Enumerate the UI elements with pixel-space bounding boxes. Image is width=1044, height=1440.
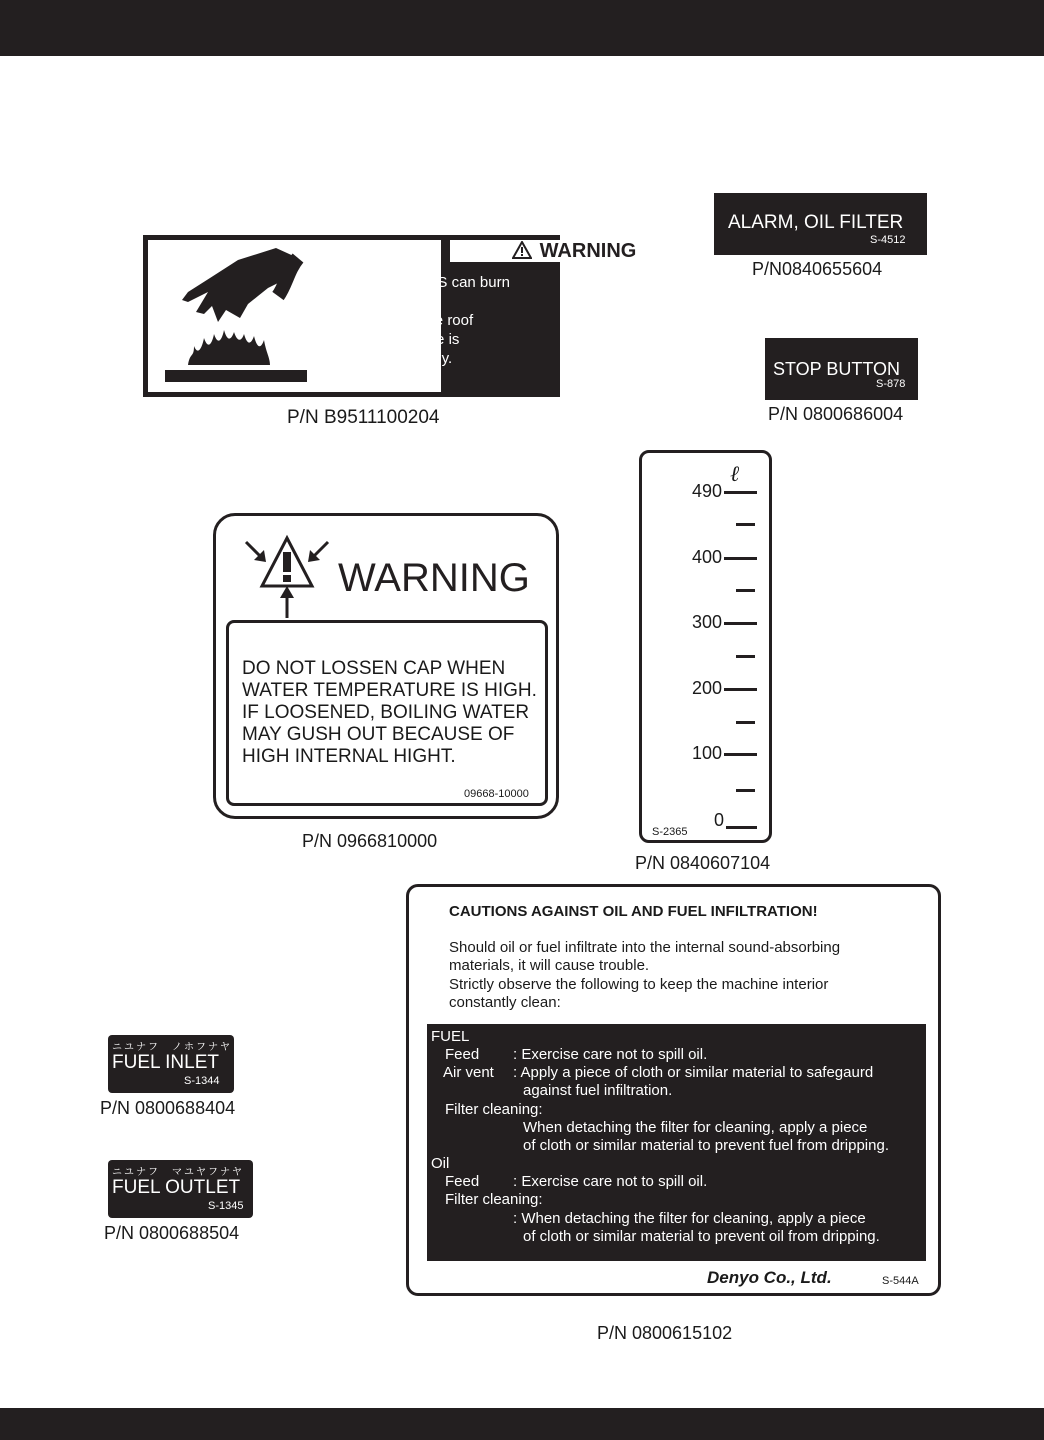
cap-warning-line: HIGH INTERNAL HIGHT. (242, 746, 456, 767)
cautions-title: CAUTIONS AGAINST OIL AND FUEL INFILTRATION! (449, 903, 818, 920)
stop-button-pn: P/N 0800686004 (768, 404, 904, 424)
alarm-oil-filter-pn: P/N0840655604 (752, 259, 883, 279)
stop-button-code: S-878 (876, 378, 906, 390)
gauge-major-tick (724, 622, 757, 625)
gauge-code: S-2365 (652, 826, 688, 838)
cap-warning-label (213, 513, 559, 819)
gauge-unit: ℓ (730, 462, 740, 487)
cautions-box-line: of cloth or similar material to prevent oil from dripping. (523, 1228, 880, 1245)
alarm-oil-filter-code: S-4512 (870, 234, 906, 246)
alarm-oil-filter-text: ALARM, OIL FILTER (728, 212, 904, 233)
fuel-inlet-text: FUEL INLET (112, 1052, 219, 1073)
gauge-major-tick (724, 491, 757, 494)
cautions-intro-line: materials, it will cause trouble. (449, 957, 650, 974)
cap-warning-code: 09668-10000 (464, 788, 529, 800)
fuel-inlet-kana: ニユナフ ノホフナヤ (112, 1042, 232, 1053)
fuel-level-gauge-label (639, 450, 772, 843)
cautions-box-line: Filter cleaning: (445, 1101, 543, 1118)
cautions-intro-line: Strictly observe the following to keep the machine interior (449, 976, 829, 993)
cautions-box-line: of cloth or similar material to prevent fuel from dripping. (523, 1137, 889, 1154)
hot-warning-line: skin. (331, 293, 362, 310)
stop-button-text: STOP BUTTON (773, 359, 901, 379)
cautions-box-line: : Exercise care not to spill oil. (513, 1046, 708, 1063)
gauge-major-tick (724, 688, 757, 691)
gauge-minor-tick (736, 721, 755, 724)
fuel-outlet-text: FUEL OUTLET (112, 1177, 241, 1198)
hot-surface-warning-label (143, 235, 689, 397)
hot-warning-heading-text: WARNING (539, 240, 637, 262)
fuel-outlet-label (108, 1160, 253, 1218)
cautions-box-line: Feed (445, 1173, 480, 1190)
warning-triangle-icon (512, 241, 532, 259)
gauge-minor-tick (736, 523, 755, 526)
hot-warning-line: until the machine is (331, 331, 460, 348)
cautions-box-line: : Exercise care not to spill oil. (513, 1173, 708, 1190)
gauge-mark-label: 300 (691, 612, 722, 632)
cap-warning-heading: WARNING (338, 556, 530, 600)
cautions-box-line: Feed (445, 1046, 480, 1063)
fuel-outlet-kana: ニユナフ マユヤフナヤ (112, 1167, 244, 1178)
cautions-box-line: Oil (431, 1155, 450, 1172)
hot-warning-heading (450, 240, 698, 262)
gauge-major-tick (726, 826, 757, 829)
cautions-box-line: : When detaching the filter for cleaning, apply a piece (513, 1210, 866, 1227)
stop-button-label (765, 338, 918, 400)
cautions-intro-line: Should oil or fuel infiltrate into the internal sound-absorbing (449, 939, 841, 956)
gauge-mark-label: 200 (691, 678, 722, 698)
pressure-warning-icon (242, 530, 332, 620)
gauge-mark-label: 400 (691, 547, 722, 567)
cautions-box-line: against fuel infiltration. (523, 1082, 673, 1099)
gauge-minor-tick (736, 589, 755, 592)
cautions-code: S-544A (882, 1275, 919, 1287)
cautions-intro-line: constantly clean: (449, 994, 561, 1011)
fuel-inlet-code: S-1344 (184, 1075, 220, 1087)
cautions-box-line: When detaching the filter for cleaning, apply a piece (523, 1119, 868, 1136)
bottom-bar (0, 1408, 1044, 1440)
gauge-pn: P/N 0840607104 (635, 853, 771, 873)
hot-warning-code: B91110020 (639, 382, 689, 393)
cautions-box-line: Filter cleaning: (445, 1191, 543, 1208)
top-bar (0, 0, 1044, 56)
fuel-inlet-label (108, 1035, 234, 1093)
fuel-outlet-pn: P/N 0800688504 (104, 1223, 240, 1243)
gauge-minor-tick (736, 655, 755, 658)
cautions-company: Denyo Co., Ltd. (707, 1268, 832, 1287)
cap-warning-line: MAY GUSH OUT BECAUSE OF (242, 724, 515, 745)
cap-warning-line: IF LOOSENED, BOILING WATER (242, 702, 530, 723)
cautions-pn: P/N 0800615102 (597, 1323, 733, 1343)
cautions-box-line: FUEL (431, 1028, 470, 1045)
gauge-mark-label: 0 (713, 810, 724, 830)
alarm-oil-filter-label (714, 193, 927, 255)
hot-warning-line: cooled sufficiently. (331, 350, 453, 367)
hot-warning-pn: P/N B9511100204 (287, 407, 440, 428)
cap-warning-pn: P/N 0966810000 (302, 831, 438, 851)
gauge-minor-tick (736, 789, 755, 792)
gauge-major-tick (724, 557, 757, 560)
gauge-major-tick (724, 753, 757, 756)
cautions-box-line: Air vent (443, 1064, 494, 1081)
hot-warning-line: ●Do not get on the roof (319, 312, 474, 329)
hot-warning-line: HOT SURFACES can burn (331, 274, 510, 291)
gauge-mark-label: 100 (691, 743, 722, 763)
cap-warning-line: DO NOT LOSSEN CAP WHEN (242, 658, 506, 679)
gauge-mark-label: 490 (691, 481, 722, 501)
cautions-instruction-box (427, 1024, 926, 1261)
fuel-outlet-code: S-1345 (208, 1200, 244, 1212)
cautions-label (406, 884, 941, 1296)
fuel-inlet-pn: P/N 0800688404 (100, 1098, 236, 1118)
cap-warning-line: WATER TEMPERATURE IS HIGH. (242, 680, 537, 701)
cautions-box-line: : Apply a piece of cloth or similar material to safegaurd (513, 1064, 874, 1081)
